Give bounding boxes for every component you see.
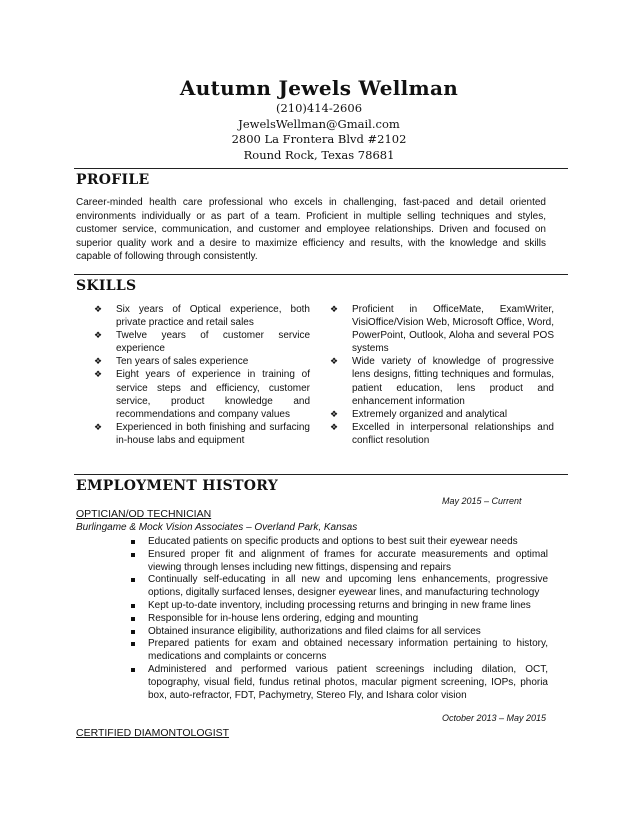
duty-item: Prepared patients for exam and obtained necessary information pertaining to history, medications and complaints or concerns <box>130 638 548 664</box>
duty-item: Educated patients on specific products and options to best suit their eyewear needs <box>130 536 548 549</box>
diamond-bullet-icon: ❖ <box>330 356 339 367</box>
profile-heading: PROFILE <box>76 172 150 188</box>
skills-heading: SKILLS <box>76 278 137 294</box>
square-bullet-icon <box>131 578 135 582</box>
square-bullet-icon <box>131 617 135 621</box>
skill-item: ❖ Excelled in interpersonal relationships and conflict resolution <box>330 421 554 446</box>
employer-name: Burlingame & Mock Vision Associates – Overland Park, Kansas <box>76 522 358 533</box>
skill-item: ❖ Experienced in both finishing and surfacing in-house labs and equipment <box>94 421 310 446</box>
skill-item: ❖ Extremely organized and analytical <box>330 408 508 420</box>
duty-item: Administered and performed various patient screenings including dilation, OCT, topography, visual field, fundus retinal photos, macular pigment screening, IOPs, phoria box, auto-refractor, FDT, Pachymetry, Stereo Fly, and Ishara color vision <box>130 664 548 702</box>
square-bullet-icon <box>131 668 135 672</box>
diamond-bullet-icon: ❖ <box>94 421 103 432</box>
diamond-bullet-icon: ❖ <box>94 304 103 314</box>
skill-item: ❖ Twelve years of customer service experience <box>94 330 310 355</box>
candidate-name: Autumn Jewels Wellman <box>179 76 459 100</box>
street-address: 2800 La Frontera Blvd #2102 <box>231 132 407 146</box>
diamond-bullet-icon: ❖ <box>330 408 339 419</box>
diamond-bullet-icon: ❖ <box>330 304 339 314</box>
city-state-zip: Round Rock, Texas 78681 <box>243 147 395 162</box>
section-divider <box>74 474 568 475</box>
skills-list-right <box>330 303 554 447</box>
square-bullet-icon <box>131 540 135 544</box>
skill-item: ❖ Ten years of sales experience <box>94 356 249 368</box>
duty-item: Obtained insurance eligibility, authorizations and filed claims for all services <box>130 626 548 639</box>
phone-number: (210)414-2606 <box>275 101 363 115</box>
job-duties-list <box>130 536 548 702</box>
duty-item: Responsible for in-house lens ordering, edging and mounting <box>130 613 548 626</box>
section-divider <box>74 168 568 169</box>
profile-summary: Career-minded health care professional who excels in challenging, fast-paced and detail oriented environments individually or as part of a team. Proficient in multiple selling techniques and styles, customer service, communication, and customer and employee relationships. Driven and focused on superior quality work and a desire to maximize efficiency and results, with the knowledge and skills capable of following through consistently. <box>76 197 546 263</box>
employment-heading: EMPLOYMENT HISTORY <box>76 478 279 494</box>
skill-item: ❖ Eight years of experience in training of service steps and efficiency, customer service, product knowledge and recommendations and company values <box>94 369 310 420</box>
diamond-bullet-icon: ❖ <box>94 356 103 367</box>
diamond-bullet-icon: ❖ <box>94 330 103 341</box>
diamond-bullet-icon: ❖ <box>94 369 103 380</box>
skills-list-left <box>94 303 310 447</box>
square-bullet-icon <box>131 553 135 557</box>
job-title: CERTIFIED DIAMONTOLOGIST <box>76 727 230 739</box>
skill-item: ❖ Six years of Optical experience, both private practice and retail sales <box>94 304 310 329</box>
skill-item: ❖ Proficient in OfficeMate, ExamWriter, VisiOffice/Vision Web, Microsoft Office, Word, PowerPoint, Outlook, Aloha and several POS systems <box>330 304 554 355</box>
duty-item: Kept up-to-date inventory, including processing returns and bringing in new frame lines <box>130 600 548 613</box>
square-bullet-icon <box>131 604 135 608</box>
square-bullet-icon <box>131 630 135 634</box>
duty-item: Ensured proper fit and alignment of frames for accurate measurements and optimal viewing through lenses including new fittings, dispensing and repairs <box>130 549 548 575</box>
job-dates: May 2015 – Current <box>442 496 522 506</box>
job-dates: October 2013 – May 2015 <box>442 713 547 723</box>
square-bullet-icon <box>131 642 135 646</box>
job-title: OPTICIAN/OD TECHNICIAN <box>76 508 212 520</box>
duty-item: Continually self-educating in all new and upcoming lens enhancements, progressive options, digitally surfaced lenses, designer eyewear lines, and manufacturing technology <box>130 574 548 600</box>
skill-item: ❖ Wide variety of knowledge of progressive lens designs, fitting techniques and formulas, patient education, lens product and enhancement information <box>330 356 554 407</box>
contact-block <box>0 101 638 163</box>
section-divider <box>74 274 568 275</box>
email-address: JewelsWellman@Gmail.com <box>238 116 400 131</box>
diamond-bullet-icon: ❖ <box>330 421 339 432</box>
